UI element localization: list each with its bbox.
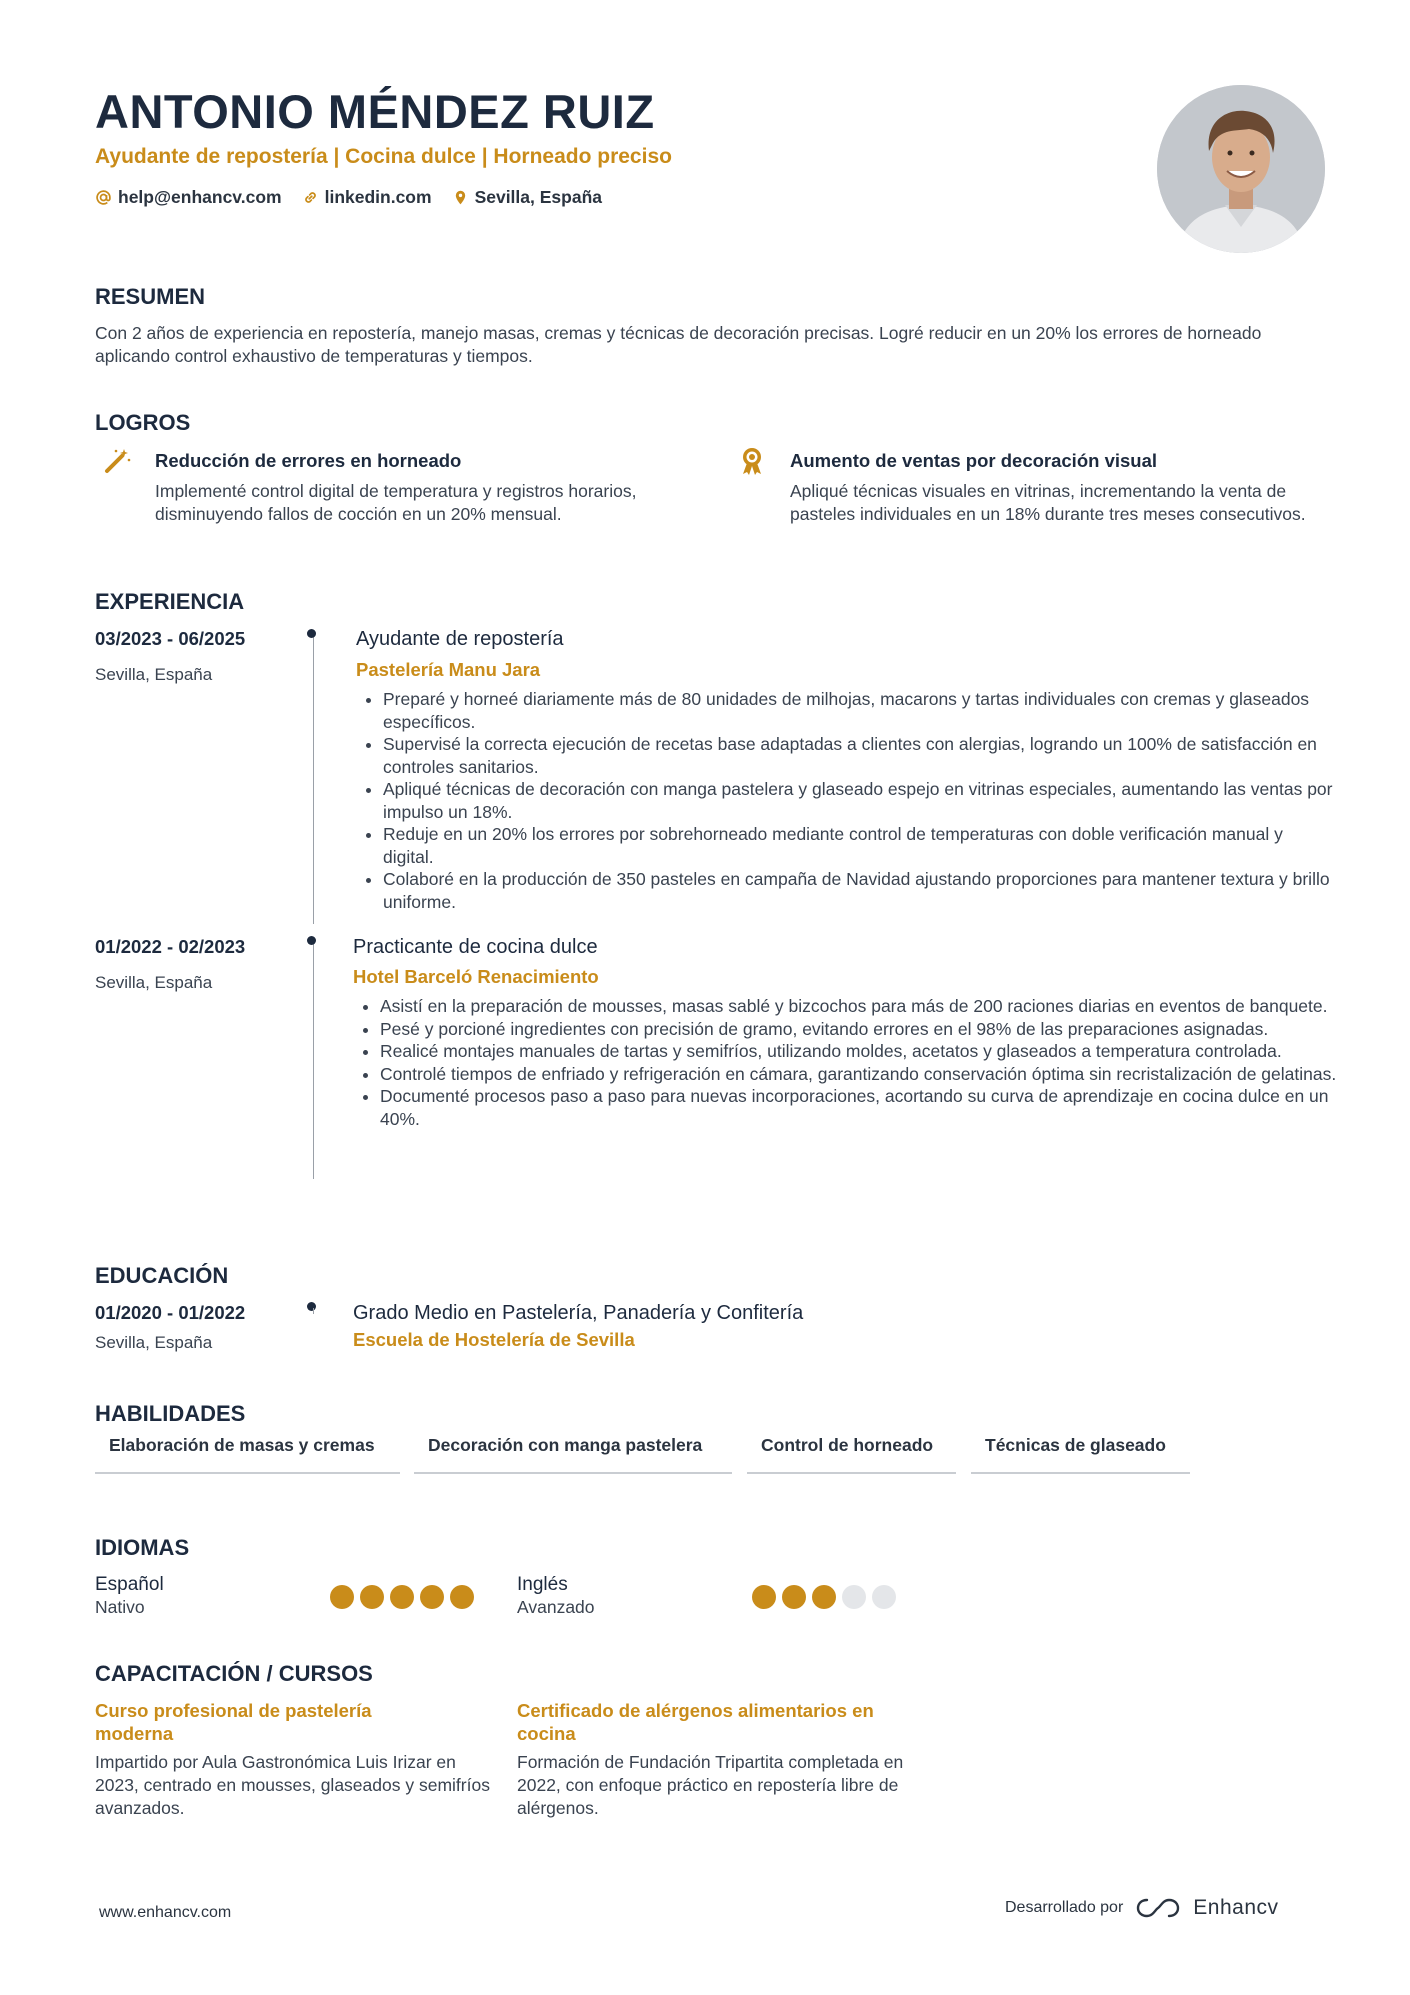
list-item: • Pesé y porcioné ingredientes con precisión de gramo, evitando errores en el 98% de las preparaciones asignadas. bbox=[380, 1018, 1345, 1041]
language-1-rating bbox=[330, 1585, 474, 1609]
experience-1-role: Ayudante de repostería bbox=[356, 628, 564, 650]
list-item: • Controlé tiempos de enfriado y refrigeración en cámara, garantizando conservación óptima sin recristalización de gelatinas. bbox=[380, 1063, 1345, 1086]
experience-heading: EXPERIENCIA bbox=[95, 589, 245, 614]
courses-heading: CAPACITACIÓN / CURSOS bbox=[95, 1661, 373, 1686]
course-1-text: Impartido por Aula Gastronómica Luis Irizar en 2023, centrado en mousses, glaseados y semifríos avanzados. bbox=[95, 1752, 490, 1818]
education-heading: EDUCACIÓN bbox=[95, 1263, 229, 1288]
footer-branding bbox=[1005, 1896, 1279, 1920]
award-medal-icon bbox=[737, 446, 767, 476]
magic-wand-icon bbox=[102, 446, 132, 476]
timeline-dot-3 bbox=[307, 1302, 316, 1311]
languages-heading: IDIOMAS bbox=[95, 1535, 190, 1560]
location-text: Sevilla, España bbox=[474, 187, 602, 207]
skill-label: Decoración con manga pastelera bbox=[428, 1435, 703, 1455]
language-2-level: Avanzado bbox=[517, 1597, 595, 1617]
skill-label: Elaboración de masas y cremas bbox=[109, 1435, 375, 1455]
contact-row bbox=[95, 187, 602, 208]
contact-location bbox=[452, 187, 602, 208]
list-item: • Documenté procesos paso a paso para nuevas incorporaciones, acortando su curva de aprendizaje en cocina dulce en un 40%. bbox=[380, 1085, 1345, 1130]
timeline-dot-1 bbox=[307, 629, 316, 638]
rating-dot-filled bbox=[752, 1585, 776, 1609]
list-item: • Realicé montajes manuales de tartas y semifríos, utilizando moldes, acetatos y glaseados a temperatura controlada. bbox=[380, 1040, 1345, 1063]
at-sign-icon bbox=[95, 189, 112, 206]
rating-dot-empty bbox=[872, 1585, 896, 1609]
skill-label: Técnicas de glaseado bbox=[985, 1435, 1166, 1455]
timeline-line-2 bbox=[313, 944, 314, 1179]
rating-dot-filled bbox=[782, 1585, 806, 1609]
education-degree: Grado Medio en Pastelería, Panadería y Confitería bbox=[353, 1302, 804, 1324]
list-item: • Preparé y horneé diariamente más de 80 unidades de milhojas, macarons y tartas individuales con cremas y glaseados específicos. bbox=[383, 688, 1338, 733]
footer-website[interactable]: www.enhancv.com bbox=[99, 1904, 232, 1921]
achievement-2-title: Aumento de ventas por decoración visual bbox=[790, 450, 1158, 471]
profile-photo bbox=[1157, 85, 1325, 253]
achievement-1-title: Reducción de errores en horneado bbox=[155, 450, 462, 471]
education-dates: 01/2020 - 01/2022 bbox=[95, 1302, 246, 1323]
contact-linkedin[interactable] bbox=[302, 187, 432, 208]
email-text: help@enhancv.com bbox=[118, 187, 282, 207]
experience-2-bullets bbox=[358, 995, 1345, 1130]
language-2-rating bbox=[752, 1585, 896, 1609]
list-item: • Supervisé la correcta ejecución de recetas base adaptadas a clientes con alergias, logrando un 100% de satisfacción en controles sanitarios. bbox=[383, 733, 1338, 778]
list-item: • Reduje en un 20% los errores por sobrehorneado mediante control de temperaturas con doble verificación manual y digital. bbox=[383, 823, 1338, 868]
experience-1-company: Pastelería Manu Jara bbox=[356, 659, 541, 680]
skill-label: Control de horneado bbox=[761, 1435, 934, 1455]
rating-dot-filled bbox=[330, 1585, 354, 1609]
skill-tag bbox=[971, 1428, 1190, 1474]
achievement-2-text: Apliqué técnicas visuales en vitrinas, incrementando la venta de pasteles individuales en un 18% durante tres meses consecutivos. bbox=[790, 481, 1306, 524]
linkedin-text: linkedin.com bbox=[324, 187, 432, 207]
powered-by-text: Desarrollado por bbox=[1005, 1899, 1124, 1916]
brand-name: Enhancv bbox=[1193, 1896, 1279, 1919]
experience-1-bullets bbox=[361, 688, 1338, 913]
rating-dot-filled bbox=[360, 1585, 384, 1609]
education-school: Escuela de Hostelería de Sevilla bbox=[353, 1329, 635, 1350]
rating-dot-filled bbox=[450, 1585, 474, 1609]
experience-2-location: Sevilla, España bbox=[95, 973, 213, 992]
list-item: • Apliqué técnicas de decoración con manga pastelera y glaseado espejo en vitrinas especiales, aumentando las ventas por impulso un 18%. bbox=[383, 778, 1338, 823]
experience-2-dates: 01/2022 - 02/2023 bbox=[95, 936, 246, 957]
candidate-title: Ayudante de repostería | Cocina dulce | Horneado preciso bbox=[95, 145, 672, 168]
person-portrait-icon bbox=[1157, 85, 1325, 253]
education-location: Sevilla, España bbox=[95, 1333, 213, 1352]
link-icon bbox=[302, 189, 319, 206]
summary-heading: RESUMEN bbox=[95, 284, 206, 309]
language-1-level: Nativo bbox=[95, 1597, 145, 1617]
location-pin-icon bbox=[452, 189, 469, 206]
rating-dot-filled bbox=[390, 1585, 414, 1609]
contact-email[interactable] bbox=[95, 187, 282, 208]
timeline-line-1 bbox=[313, 636, 314, 924]
language-2-name: Inglés bbox=[517, 1574, 568, 1595]
language-1-name: Español bbox=[95, 1574, 164, 1595]
course-1-title: Curso profesional de pastelería moderna bbox=[95, 1700, 372, 1744]
skill-tag bbox=[747, 1428, 956, 1474]
experience-2-role: Practicante de cocina dulce bbox=[353, 936, 598, 958]
summary-text: Con 2 años de experiencia en repostería, manejo masas, cremas y técnicas de decoración precisas. Logré reducir en un 20% los errores de horneado aplicando control exhaustivo de temperaturas y tiempos. bbox=[95, 323, 1262, 366]
experience-1-dates: 03/2023 - 06/2025 bbox=[95, 628, 246, 649]
skill-tag bbox=[414, 1428, 732, 1474]
experience-1-location: Sevilla, España bbox=[95, 665, 213, 684]
enhancv-logo-icon bbox=[1135, 1896, 1181, 1920]
skills-heading: HABILIDADES bbox=[95, 1401, 246, 1426]
experience-2-company: Hotel Barceló Renacimiento bbox=[353, 966, 599, 987]
rating-dot-empty bbox=[842, 1585, 866, 1609]
list-item: • Asistí en la preparación de mousses, masas sablé y bizcochos para más de 200 raciones diarias en eventos de banquete. bbox=[380, 995, 1345, 1018]
timeline-dot-2 bbox=[307, 936, 316, 945]
list-item: • Colaboré en la producción de 350 pasteles en campaña de Navidad ajustando proporciones para mantener textura y brillo uniforme. bbox=[383, 868, 1338, 913]
achievements-heading: LOGROS bbox=[95, 410, 191, 435]
timeline-line-3 bbox=[313, 1308, 314, 1314]
candidate-name: ANTONIO MÉNDEZ RUIZ bbox=[95, 85, 655, 138]
course-2-text: Formación de Fundación Tripartita completada en 2022, con enfoque práctico en repostería libre de alérgenos. bbox=[517, 1752, 904, 1818]
rating-dot-filled bbox=[420, 1585, 444, 1609]
achievement-1-text: Implementé control digital de temperatura y registros horarios, disminuyendo fallos de cocción en un 20% mensual. bbox=[155, 481, 637, 524]
course-2-title: Certificado de alérgenos alimentarios en cocina bbox=[517, 1700, 874, 1744]
rating-dot-filled bbox=[812, 1585, 836, 1609]
skill-tag bbox=[95, 1428, 400, 1474]
